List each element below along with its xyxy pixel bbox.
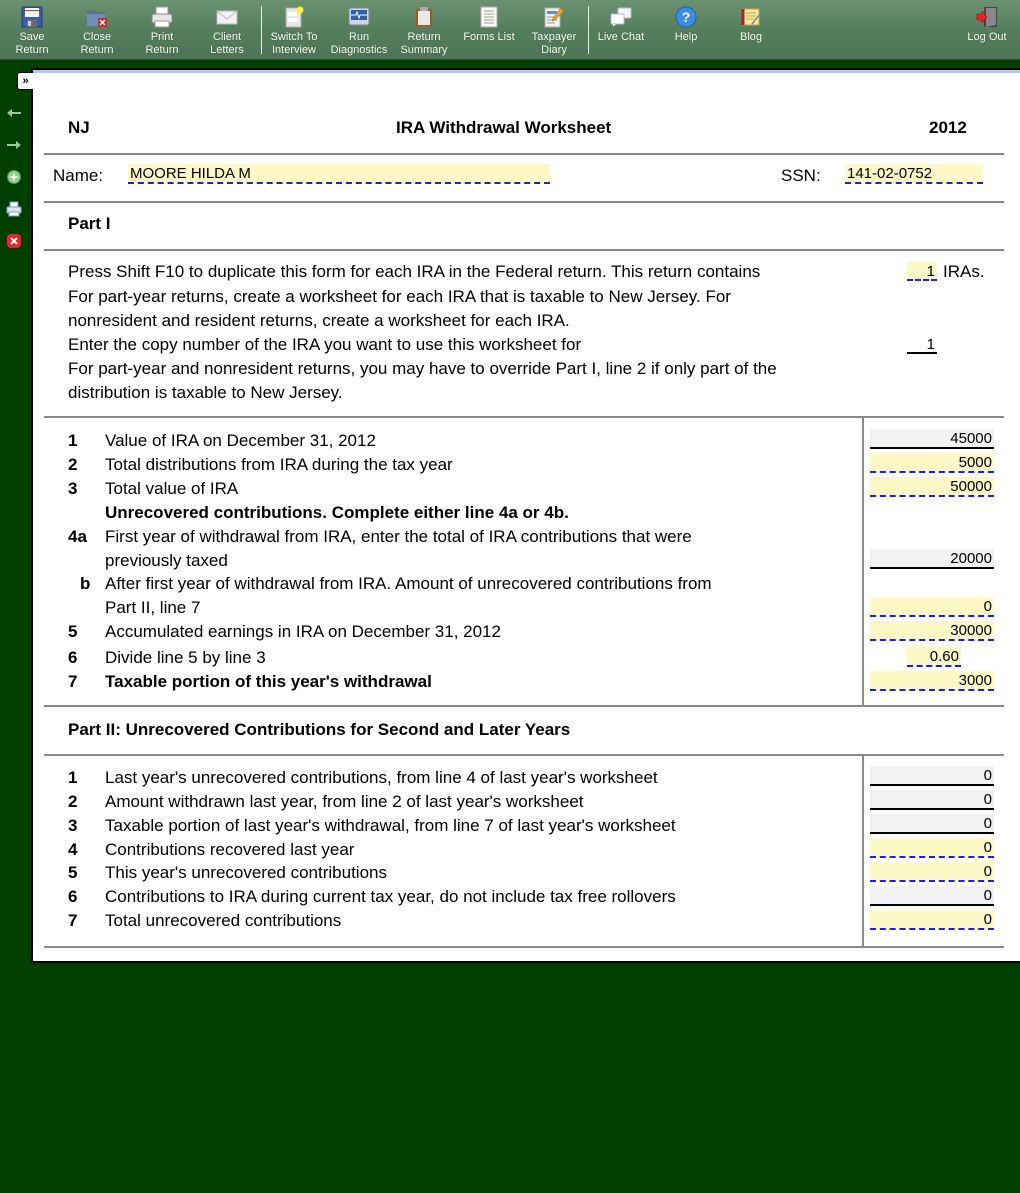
taxpayer-diary-button[interactable]: Taxpayer Diary: [522, 4, 586, 58]
folder-close-icon: [86, 6, 108, 28]
forward-arrow-icon[interactable]: [6, 137, 22, 153]
line-number: 5: [68, 622, 78, 641]
main-toolbar: [0, 0, 1020, 60]
document-list-icon: [478, 6, 500, 28]
line-number: 7: [68, 911, 78, 930]
name-label: Name:: [53, 166, 104, 185]
divider: [44, 153, 1004, 155]
part2-line5-value-field[interactable]: 0: [870, 862, 994, 882]
line-label: Divide line 5 by line 3: [105, 648, 266, 667]
line-label: Taxable portion of last year's withdrawal, from line 7 of last year's worksheet: [105, 816, 676, 835]
logout-door-icon: [976, 6, 998, 28]
print-icon[interactable]: [6, 201, 22, 217]
line-number: 4a: [68, 527, 87, 546]
ira-count-field[interactable]: 1: [907, 262, 937, 281]
run-diagnostics-button[interactable]: Run Diagnostics: [327, 4, 391, 58]
name-field[interactable]: MOORE HILDA M: [128, 164, 550, 184]
line-label: Total value of IRA: [105, 479, 239, 498]
client-letters-button[interactable]: Client Letters: [195, 4, 259, 58]
line-number: 3: [68, 479, 78, 498]
line-number: 2: [68, 455, 78, 474]
svg-text:?: ?: [681, 9, 691, 25]
line-label: Total distributions from IRA during the tax year: [105, 455, 453, 474]
line-number: 1: [68, 768, 78, 787]
line-number: 7: [68, 672, 78, 691]
line7-value-field[interactable]: 3000: [870, 671, 994, 691]
return-summary-button[interactable]: Return Summary: [392, 4, 456, 58]
divider: [44, 705, 1004, 707]
divider: [44, 201, 1004, 203]
printer-icon: [151, 6, 173, 28]
part2-line1-value-field[interactable]: 0: [870, 766, 994, 786]
divider: [44, 946, 1004, 948]
instruction-text: For part-year returns, create a worksheet for each IRA that is taxable to New Jersey. For: [68, 287, 731, 306]
divider: [44, 249, 1004, 251]
close-return-button[interactable]: Close Return: [65, 4, 129, 58]
line-label: Taxable portion of this year's withdrawal: [105, 672, 432, 691]
ssn-label: SSN:: [781, 166, 821, 185]
line5-value-field[interactable]: 30000: [870, 621, 994, 641]
save-return-button[interactable]: Save Return: [0, 4, 64, 58]
line2-value-field[interactable]: 5000: [870, 453, 994, 473]
line6-value-field[interactable]: 0.60: [907, 647, 961, 667]
help-button[interactable]: ? Help: [654, 4, 718, 58]
line-label: Contributions to IRA during current tax year, do not include tax free rollovers: [105, 887, 676, 906]
instruction-text: distribution is taxable to New Jersey.: [68, 383, 343, 402]
line1-value-field[interactable]: 45000: [870, 429, 994, 449]
page-title: IRA Withdrawal Worksheet: [396, 118, 612, 137]
ssn-field[interactable]: 141-02-0752: [845, 164, 983, 184]
line-label: Part II, line 7: [105, 598, 201, 617]
live-chat-button[interactable]: Live Chat: [589, 4, 653, 58]
line-label: This year's unrecovered contributions: [105, 863, 387, 882]
line-number: 2: [68, 792, 78, 811]
form-top-stripe: [33, 70, 1020, 73]
forms-list-button[interactable]: Forms List: [457, 4, 521, 58]
form-state: NJ: [68, 118, 90, 137]
line4a-value-field[interactable]: 20000: [870, 549, 994, 569]
instruction-text: Enter the copy number of the IRA you want to use this worksheet for: [68, 335, 582, 354]
line-number: 3: [68, 816, 78, 835]
switch-to-interview-button[interactable]: Switch To Interview: [262, 4, 326, 58]
line-label: Amount withdrawn last year, from line 2 of last year's worksheet: [105, 792, 584, 811]
line-label: First year of withdrawal from IRA, enter the total of IRA contributions that were: [105, 527, 692, 546]
column-divider: [862, 417, 864, 706]
form-year: 2012: [929, 118, 967, 137]
help-question-icon: [675, 6, 697, 28]
chat-bubbles-icon: [610, 6, 632, 28]
expand-panel-toggle[interactable]: »: [17, 72, 33, 90]
line4b-value-field[interactable]: 0: [870, 597, 994, 617]
column-divider: [862, 755, 864, 947]
copy-number-field[interactable]: 1: [907, 335, 937, 354]
part2-line7-value-field[interactable]: 0: [870, 910, 994, 930]
line-number: 6: [68, 887, 78, 906]
envelope-icon: [216, 6, 238, 28]
scroll-quill-icon: [740, 6, 762, 28]
diary-pencil-icon: [543, 6, 565, 28]
instruction-text: For part-year and nonresident returns, you may have to override Part I, line 2 if only part of the: [68, 359, 777, 378]
part1-heading: Part I: [68, 214, 111, 233]
line-number: 6: [68, 648, 78, 667]
log-out-button[interactable]: Log Out: [955, 4, 1019, 58]
part2-heading: Part II: Unrecovered Contributions for Second and Later Years: [68, 720, 571, 739]
unrecovered-contributions-heading: Unrecovered contributions. Complete either line 4a or 4b.: [105, 503, 569, 522]
divider: [44, 416, 1004, 418]
instruction-text: Press Shift F10 to duplicate this form for each IRA in the Federal return. This return contains: [68, 262, 761, 281]
ira-count-suffix: IRAs.: [943, 262, 985, 281]
line-label: Total unrecovered contributions: [105, 911, 342, 930]
interview-page-icon: [283, 6, 305, 28]
back-arrow-icon[interactable]: [6, 105, 22, 121]
instruction-text: nonresident and resident returns, create a worksheet for each IRA.: [68, 311, 570, 330]
delete-form-icon[interactable]: [6, 233, 22, 249]
line-label: After first year of withdrawal from IRA. Amount of unrecovered contributions from: [105, 574, 712, 593]
line-label: Last year's unrecovered contributions, from line 4 of last year's worksheet: [105, 768, 658, 787]
line3-value-field[interactable]: 50000: [870, 477, 994, 497]
line-label: Value of IRA on December 31, 2012: [105, 431, 376, 450]
print-return-button[interactable]: Print Return: [130, 4, 194, 58]
blog-button[interactable]: Blog: [719, 4, 783, 58]
line-number: b: [80, 574, 91, 593]
line-label: previously taxed: [105, 551, 228, 570]
diagnostics-monitor-icon: [348, 6, 370, 28]
add-form-icon[interactable]: [6, 169, 22, 185]
part2-line2-value-field[interactable]: 0: [870, 790, 994, 810]
part2-line3-value-field[interactable]: 0: [870, 814, 994, 834]
line-label: Accumulated earnings in IRA on December 31, 2012: [105, 622, 501, 641]
divider: [44, 754, 1004, 756]
line-number: 5: [68, 863, 78, 882]
clipboard-icon: [413, 6, 435, 28]
part2-line4-value-field[interactable]: 0: [870, 838, 994, 858]
line-number: 4: [68, 840, 78, 859]
line-label: Contributions recovered last year: [105, 840, 355, 859]
line-number: 1: [68, 431, 78, 450]
floppy-disk-icon: [21, 6, 43, 28]
part2-line6-value-field[interactable]: 0: [870, 886, 994, 906]
